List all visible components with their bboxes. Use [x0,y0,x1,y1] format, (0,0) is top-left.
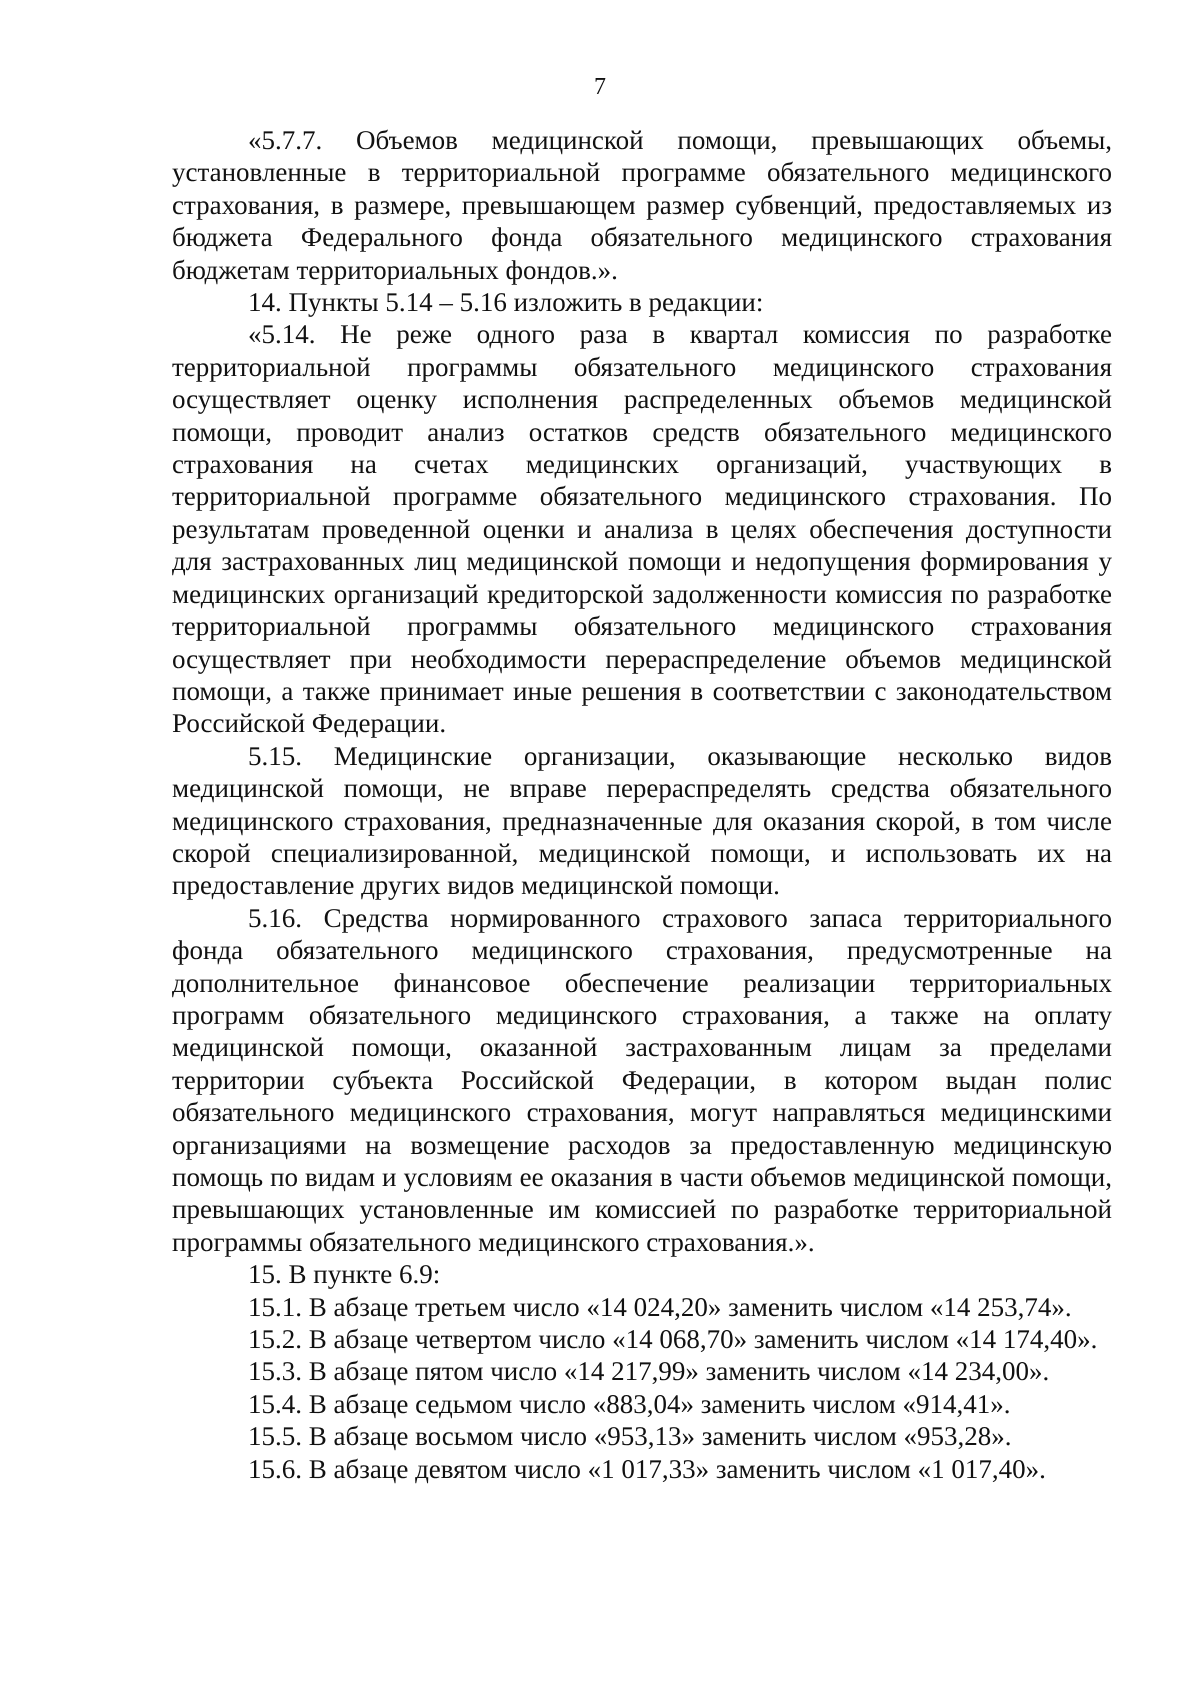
paragraph-14: 14. Пункты 5.14 – 5.16 изложить в редакции: [248,287,764,318]
paragraph-15-2: 15.2. В абзаце четвертом число «14 068,70» заменить числом «14 174,40». [248,1324,1098,1355]
paragraph-5-15: 5.15. Медицинские организации, оказывающие несколько видов медицинской помощи, не вправе перераспределять средства обязательного медицинского страхования, предназначенные для оказания скорой, в том числе скорой специализированной, медицинской помощи, и использовать их на предоставление других видов медицинской помощи. [172,740,1112,901]
paragraph-5-14: «5.14. Не реже одного раза в квартал комиссия по разработке территориальной программы обязательного медицинского страхования осуществляет оценку исполнения распределенных объемов медицинской помощи, проводит анализ остатков средств обязательного медицинского страхования на счетах медицинских организаций, участвующих в территориальной программе обязательного медицинского страхования. По результатам проведенной оценки и анализа в целях обеспечения доступности для застрахованных лиц медицинской помощи и недопущения формирования у медицинских организаций кредиторской задолженности комиссия по разработке территориальной программы обязательного медицинского страхования осуществляет при необходимости перераспределение объемов медицинской помощи, а также принимает иные решения в соответствии с законодательством Российской Федерации. [172,319,1112,739]
paragraph-15-4: 15.4. В абзаце седьмом число «883,04» заменить числом «914,41». [248,1388,1011,1419]
paragraph-5-16: 5.16. Средства нормированного страхового запаса территориального фонда обязательного медицинского страхования, предусмотренные на дополнительное финансовое обеспечение реализации территориальных программ обязательного медицинского страхования, а также на оплату медицинской помощи, оказанной застрахованным лицам за пределами территории субъекта Российской Федерации, в котором выдан полис обязательного медицинского страхования, могут направляться медицинскими организациями на возмещение расходов за предоставленную медицинскую помощь по видам и условиям ее оказания в части объемов медицинской помощи, превышающих установленные им комиссией по разработке территориальной программы обязательного медицинского страхования.». [172,902,1112,1257]
document-body [172,124,1112,1485]
paragraph-5-7-7: «5.7.7. Объемов медицинской помощи, превышающих объемы, установленные в территориальной программе обязательного медицинского страхования, в размере, превышающем размер субвенций, предоставляемых из бюджета Федерального фонда обязательного медицинского страхования бюджетам территориальных фондов.». [172,125,1112,285]
paragraph-15: 15. В пункте 6.9: [248,1259,441,1290]
paragraph-15-3: 15.3. В абзаце пятом число «14 217,99» заменить числом «14 234,00». [248,1356,1050,1387]
paragraph-15-5: 15.5. В абзаце восьмом число «953,13» заменить числом «953,28». [248,1421,1012,1452]
paragraph-15-1: 15.1. В абзаце третьем число «14 024,20» заменить числом «14 253,74». [248,1291,1072,1322]
page-number: 7 [594,74,606,100]
paragraph-15-6: 15.6. В абзаце девятом число «1 017,33» заменить числом «1 017,40». [248,1453,1046,1484]
